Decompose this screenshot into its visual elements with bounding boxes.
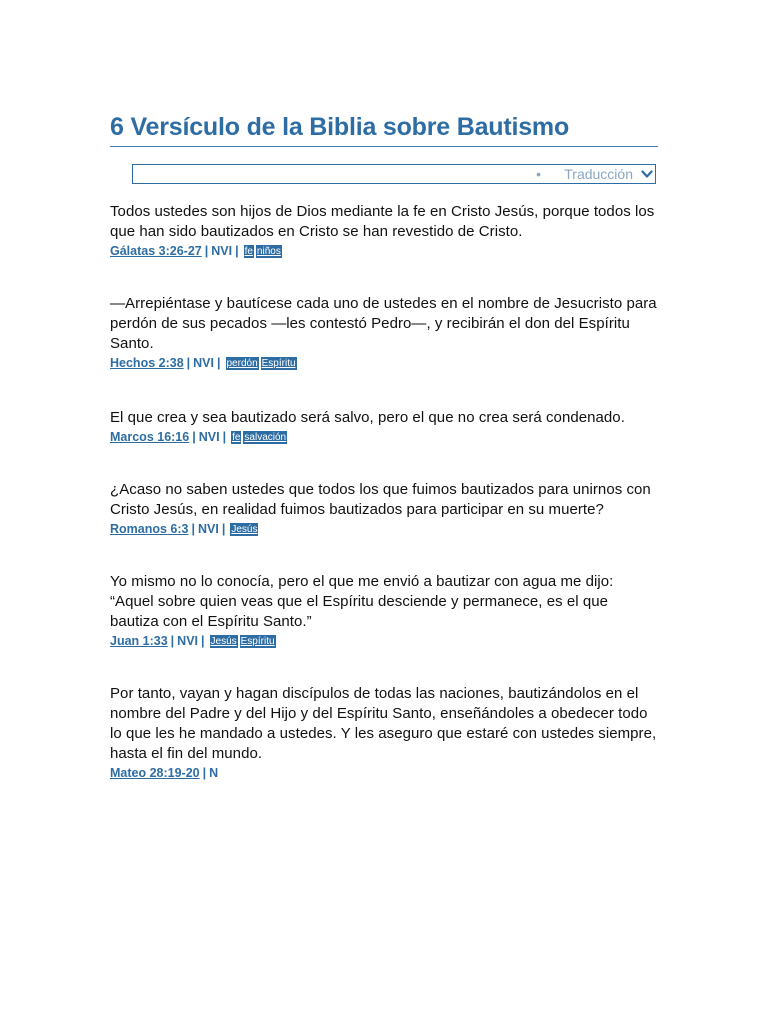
verse-text: —Arrepiéntase y bautícese cada uno de ustedes en el nombre de Jesucristo para perdón de sus pecados —les contestó Pedro—, y recibirán el don del Espíritu Santo. (110, 295, 657, 352)
verse-item (110, 294, 658, 372)
page-title: 6 Versículo de la Biblia sobre Bautismo (110, 110, 658, 147)
verse-item (110, 408, 658, 446)
version-label: NVI (177, 634, 199, 648)
verse-reference-link[interactable]: Gálatas 3:26-27 (110, 244, 202, 258)
chevron-down-icon[interactable] (641, 168, 653, 180)
version-label: NVI (198, 430, 220, 444)
verse-text: Todos ustedes son hijos de Dios mediante la fe en Cristo Jesús, porque todos los que han sido bautizados en Cristo se han revestido de Cristo. (110, 203, 655, 240)
verse-reference-line: Gálatas 3:26-27 | NVI | fe niños (110, 244, 281, 258)
verse-reference-line: Marcos 16:16 | NVI | fe salvación (110, 430, 287, 444)
topic-tag[interactable]: salvación (244, 432, 287, 443)
topic-tag[interactable]: perdón (226, 358, 258, 369)
verse-item (110, 684, 658, 782)
topic-tag[interactable]: niños (256, 246, 281, 257)
verse-item (110, 572, 658, 650)
bullet-icon: • (536, 166, 541, 182)
verse-text: Yo mismo no lo conocía, pero el que me envió a bautizar con agua me dijo: “Aquel sobre quien veas que el Espíritu desciende y permanece, es el que bautiza con el Espíritu Santo.” (110, 573, 614, 630)
topic-tag[interactable]: Jesús (210, 636, 237, 647)
verse-reference-line: Romanos 6:3 | NVI | Jesús (110, 522, 258, 536)
version-label: NVI (198, 522, 219, 536)
verse-reference-link[interactable]: Romanos 6:3 (110, 522, 189, 536)
version-label: N (209, 766, 219, 780)
verse-item (110, 480, 658, 538)
version-label: NVI (193, 356, 214, 370)
topic-tag[interactable]: fe (232, 432, 241, 443)
verse-reference-line: Juan 1:33 | NVI | Jesús Espíritu (110, 634, 275, 648)
translation-selector[interactable] (132, 164, 656, 184)
verse-reference-link[interactable]: Juan 1:33 (110, 634, 168, 648)
verse-text: El que crea y sea bautizado será salvo, pero el que no crea será condenado. (110, 409, 625, 426)
verse-reference-link[interactable]: Hechos 2:38 (110, 356, 184, 370)
translation-label: Traducción (564, 166, 633, 182)
document-page (110, 110, 658, 782)
topic-tag[interactable]: Jesús (231, 524, 258, 535)
version-label: NVI (211, 244, 233, 258)
verse-reference-link[interactable]: Marcos 16:16 (110, 430, 190, 444)
verse-text: Por tanto, vayan y hagan discípulos de todas las naciones, bautizándolos en el nombre del Padre y del Hijo y del Espíritu Santo, enseñándoles a obedecer todo lo que les he mandado a ustedes. Y les aseguro que estaré con ustedes siempre, hasta el fin del mundo. (110, 685, 657, 762)
verse-reference-line: Hechos 2:38 | NVI | perdón Espíritu (110, 356, 296, 370)
verse-reference-link[interactable]: Mateo 28:19-20 (110, 766, 200, 780)
topic-tag[interactable]: Espíritu (240, 636, 275, 647)
topic-tag[interactable]: Espíritu (261, 358, 296, 369)
topic-tag[interactable]: fe (244, 246, 253, 257)
verse-item (110, 202, 658, 260)
verse-reference-line: Mateo 28:19-20 | N (110, 766, 219, 780)
verse-text: ¿Acaso no saben ustedes que todos los que fuimos bautizados para unirnos con Cristo Jesús, en realidad fuimos bautizados para participar en su muerte? (110, 481, 651, 518)
